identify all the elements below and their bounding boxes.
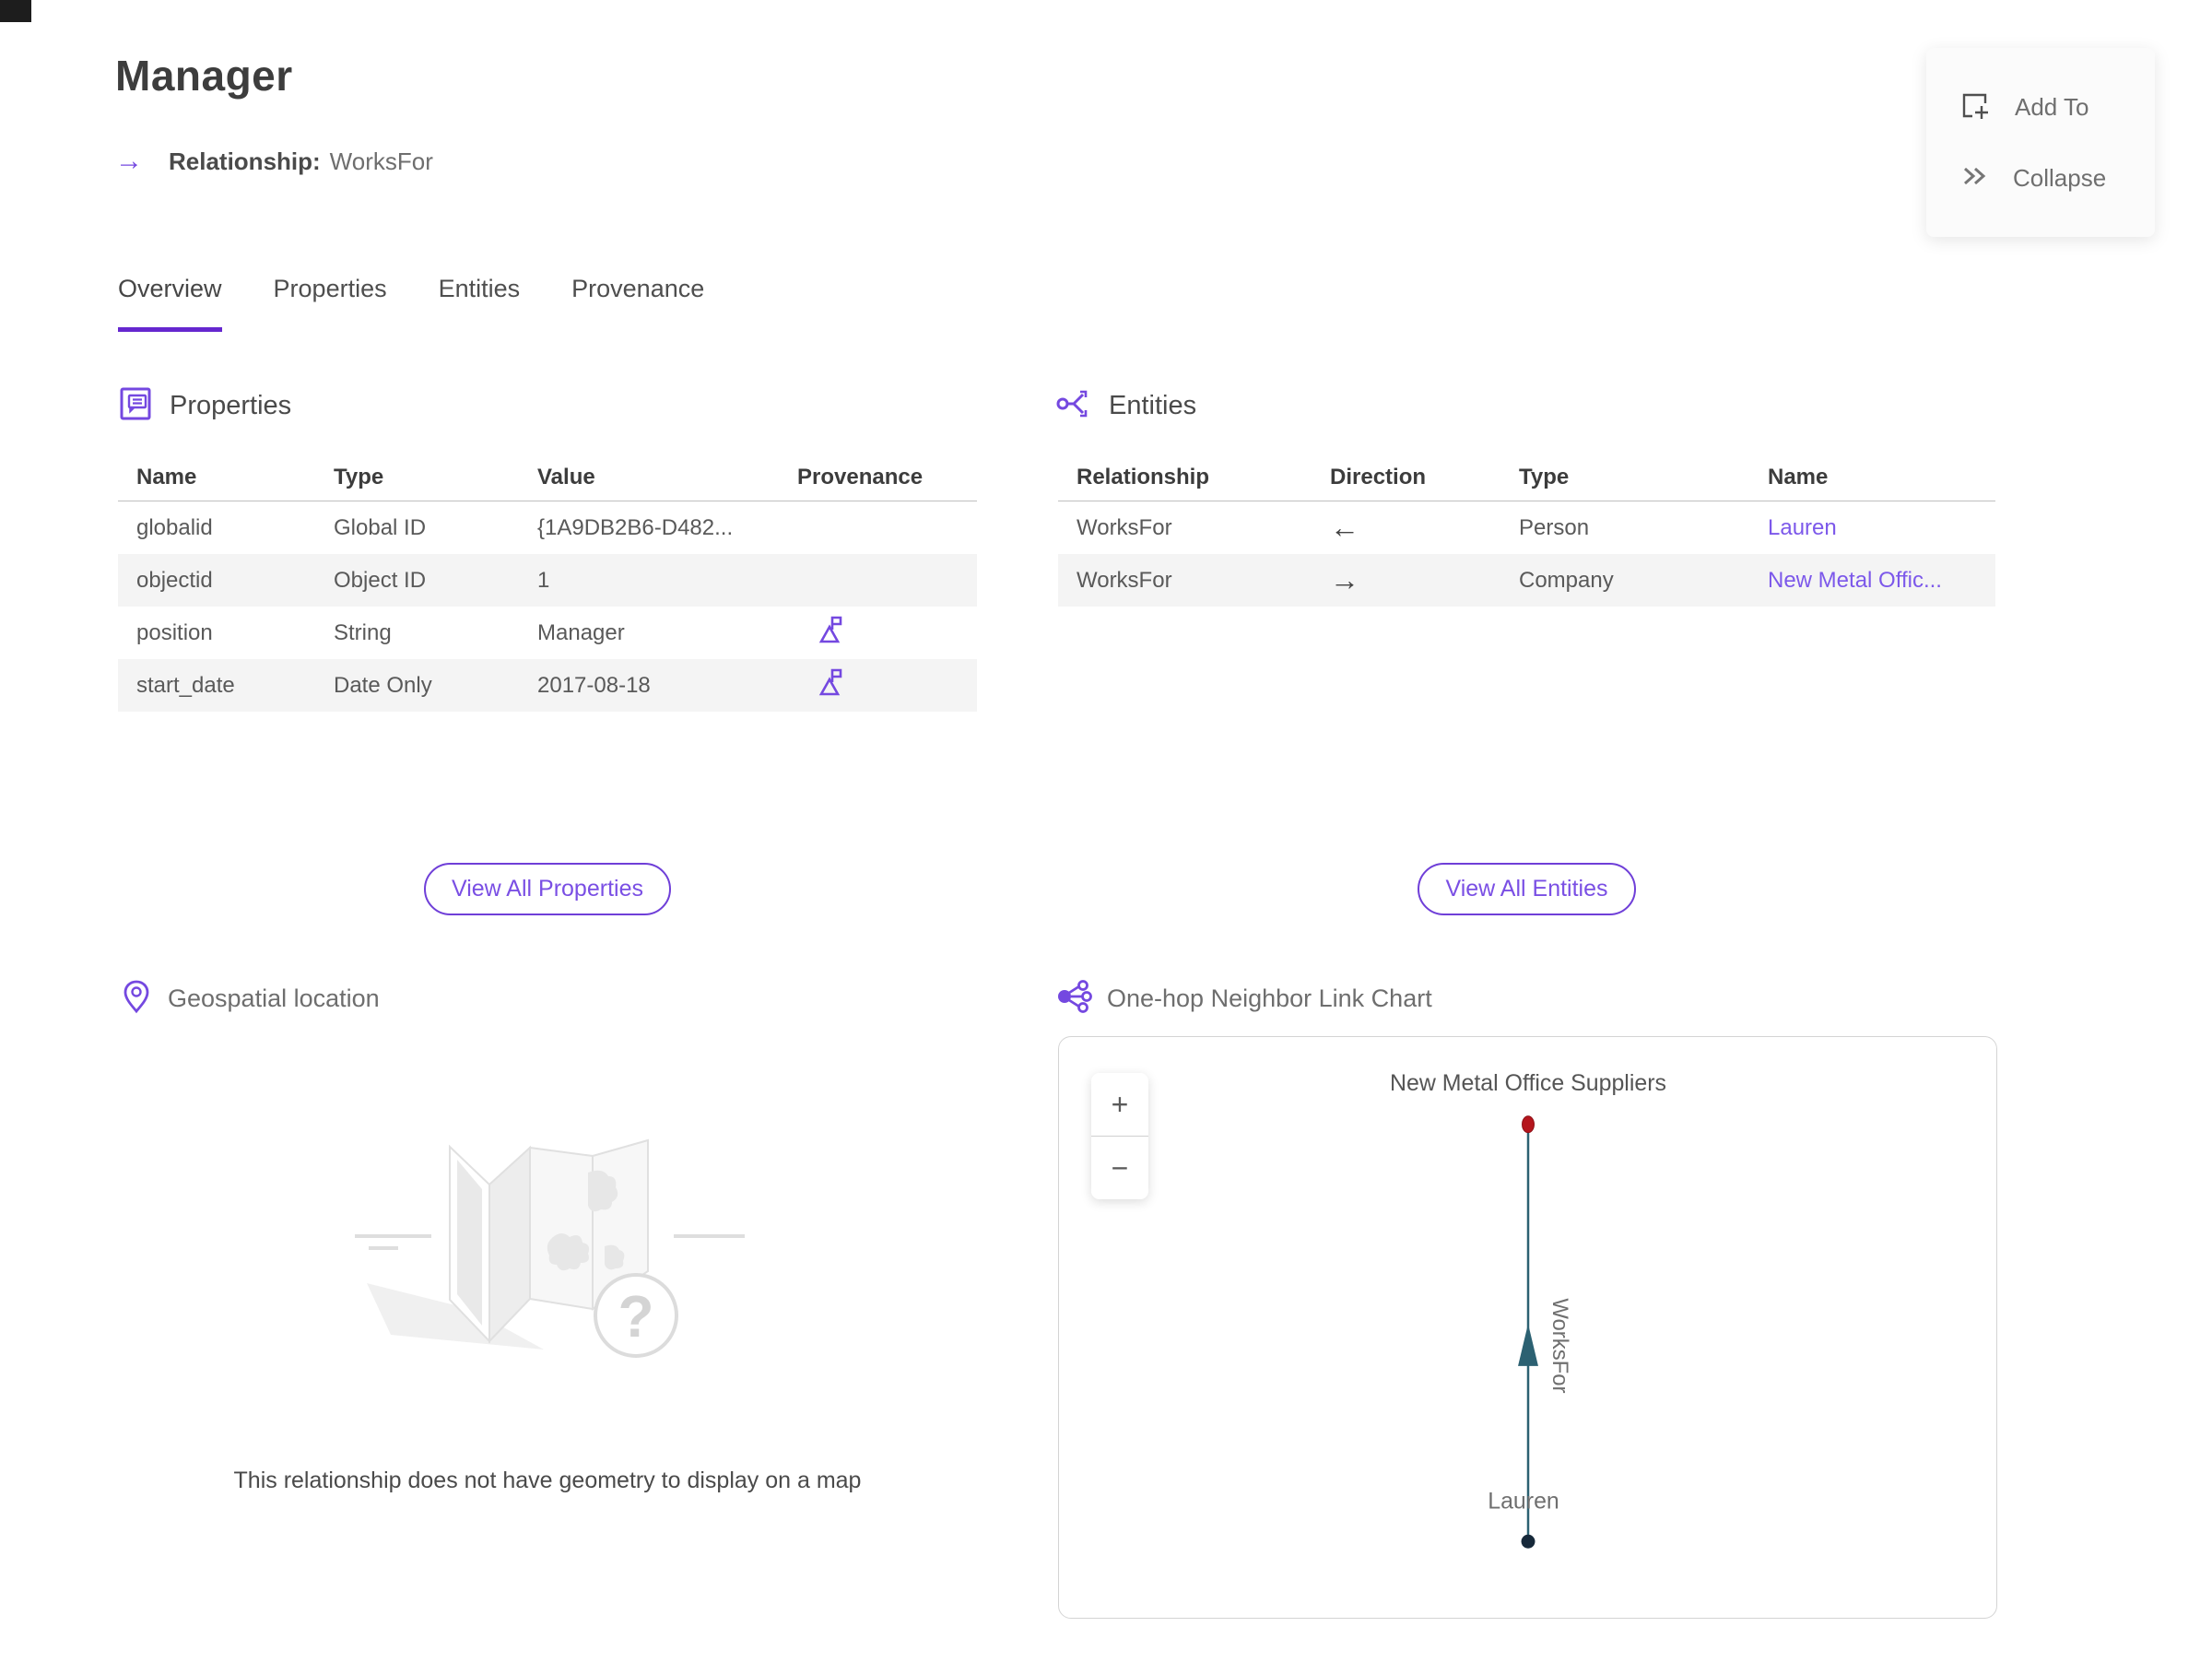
table-row: start_date Date Only 2017-08-18: [118, 659, 977, 712]
view-all-properties-button[interactable]: View All Properties: [424, 863, 671, 915]
relationship-label: Relationship:: [169, 147, 321, 175]
relationship-value: WorksFor: [329, 147, 433, 175]
tab-properties[interactable]: Properties: [273, 275, 387, 302]
zoom-out-button[interactable]: −: [1091, 1137, 1148, 1199]
link-chart-icon: [1055, 979, 1092, 1019]
add-to-label: Add To: [2015, 92, 2089, 121]
tab-entities[interactable]: Entities: [438, 275, 521, 302]
properties-table: [118, 454, 977, 712]
link-chart-panel: [1058, 1036, 1997, 1619]
table-row: objectid Object ID 1: [118, 554, 977, 607]
relationship-subtitle: [115, 146, 433, 177]
link-chart-canvas[interactable]: [1059, 1037, 1996, 1618]
properties-icon: [118, 385, 155, 427]
link-chart-section-header: [1055, 979, 1432, 1019]
col-type: Type: [334, 464, 384, 489]
link-chart-section-title: One-hop Neighbor Link Chart: [1107, 984, 1432, 1012]
col-name: Name: [136, 464, 197, 489]
col-name: Name: [1768, 464, 1829, 489]
collapse-button[interactable]: [1958, 160, 2124, 196]
table-row: position String Manager: [118, 607, 977, 659]
table-row: WorksFor ← Person Lauren: [1058, 501, 1995, 554]
view-all-entities-wrap: [1058, 863, 1995, 915]
properties-section-title: Properties: [170, 391, 292, 420]
double-chevron-right-icon: [1958, 160, 1989, 196]
no-geometry-message: This relationship does not have geometry to display on a map: [233, 1468, 862, 1493]
entity-link[interactable]: Lauren: [1768, 514, 1837, 540]
col-relationship: Relationship: [1077, 464, 1210, 489]
properties-section-header: [118, 385, 291, 427]
view-all-properties-wrap: [118, 863, 977, 915]
relationship-arrow-icon: →: [115, 146, 143, 176]
edge-arrowhead: [1518, 1324, 1538, 1366]
map-placeholder-illustration: [312, 1090, 782, 1431]
add-to-button[interactable]: [1958, 88, 2124, 126]
direction-left-arrow: ←: [1330, 511, 1359, 544]
entities-table: [1058, 454, 1995, 607]
entity-link[interactable]: New Metal Offic...: [1768, 567, 1942, 593]
bottom-node-dot[interactable]: [1522, 1535, 1535, 1549]
svg-text:?: ?: [618, 1283, 654, 1350]
col-provenance: Provenance: [797, 464, 924, 489]
window-corner-fragment: [0, 0, 31, 22]
add-to-icon: [1958, 88, 1991, 126]
actions-card: [1926, 48, 2155, 237]
col-direction: Direction: [1330, 464, 1427, 489]
geospatial-section-title: Geospatial location: [168, 984, 380, 1012]
top-node-dot[interactable]: [1523, 1116, 1535, 1133]
page-title: Manager: [115, 52, 293, 100]
view-all-entities-button[interactable]: View All Entities: [1418, 863, 1635, 915]
table-row: globalid Global ID {1A9DB2B6-D482...: [136, 514, 734, 540]
tab-overview[interactable]: Overview: [118, 275, 222, 332]
entities-graph-icon: [1055, 385, 1094, 427]
detail-tabs: [118, 275, 704, 332]
direction-right-arrow: →: [1330, 563, 1359, 596]
collapse-label: Collapse: [2013, 164, 2107, 193]
entities-section-title: Entities: [1109, 391, 1197, 420]
tab-provenance[interactable]: Provenance: [571, 275, 705, 302]
col-value: Value: [537, 464, 595, 489]
entities-table-header: [1058, 454, 1995, 501]
provenance-flag-icon[interactable]: [797, 665, 849, 706]
provenance-flag-icon[interactable]: [797, 612, 849, 654]
properties-table-header: [118, 454, 977, 501]
geospatial-section-header: [120, 979, 380, 1019]
edge-label[interactable]: WorksFor: [1547, 1298, 1572, 1394]
zoom-in-button[interactable]: +: [1091, 1073, 1148, 1137]
bottom-node-label[interactable]: Lauren: [1488, 1488, 1559, 1515]
col-type: Type: [1519, 464, 1570, 489]
entities-section-header: [1055, 385, 1196, 427]
zoom-control: [1091, 1073, 1148, 1199]
top-node-label[interactable]: New Metal Office Suppliers: [1390, 1069, 1666, 1096]
table-row: WorksFor → Company New Metal Offic...: [1058, 554, 1995, 607]
map-pin-icon: [120, 979, 153, 1019]
